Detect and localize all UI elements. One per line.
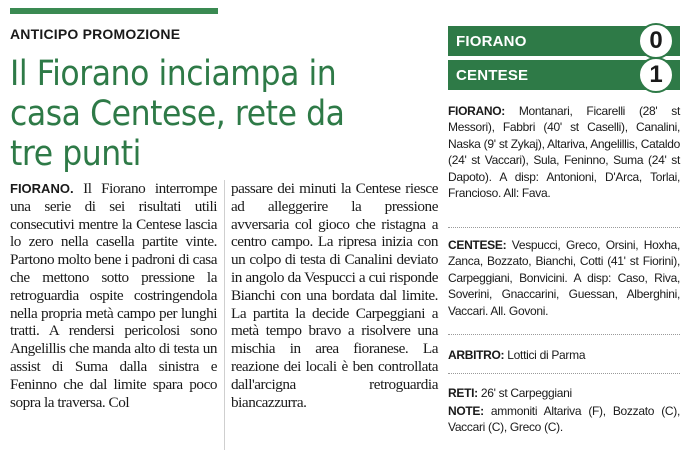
article-column-1 [10, 180, 217, 411]
notes-label: NOTE: [448, 404, 484, 418]
divider [448, 334, 680, 335]
away-team-name: CENTESE [456, 67, 529, 84]
home-team-row [448, 26, 680, 56]
goals-label: RETI: [448, 386, 478, 400]
scoreboard [448, 26, 680, 94]
away-lineup-text: Vespucci, Greco, Orsini, Hoxha, Zanca, Bozzato, Bianchi, Cotti (41' st Fiorini), Carpeggiani, Bonvicini. A disp: Caso, Riva, Soverini, Gnaccarini, Guessan, Alberghini, Vaccari. All. Govoni. [448, 238, 680, 318]
column-divider [224, 180, 225, 450]
referee-text: Lottici di Parma [504, 348, 586, 362]
home-lineup [448, 103, 680, 201]
home-team-score: 0 [638, 23, 674, 59]
goals [448, 385, 680, 401]
referee-label: ARBITRO: [448, 348, 505, 362]
home-team-name: FIORANO [456, 33, 527, 50]
goals-text: 26' st Carpeggiani [477, 386, 572, 400]
article-dateline: FIORANO. [10, 181, 74, 196]
divider [448, 227, 680, 228]
notes [448, 403, 680, 436]
article-text-2: passare dei minuti la Centese riesce ad alleggerire la pressione avversaria col gioco che ristagna a centro campo. La ripresa inizia con un colpo di testa di Canalini deviato in angolo da Vespucci a cui risponde Bianchi con una bordata dal limite. La partita la decide Carpeggiani a metà tempo bravo a risolvere una mischia in area fioranese. La reazione dei locali è ben controllata dall'arcigna retroguardia biancazzurra. [231, 180, 438, 411]
away-lineup [448, 237, 680, 319]
section-kicker: ANTICIPO PROMOZIONE [10, 26, 181, 42]
referee [448, 347, 680, 363]
article-text-1: Il Fiorano interrompe una serie di sei risultati utili consecutivi mentre la Centese lascia lo zero nella casella partite vinte. Partono molto bene i padroni di casa che mettono sotto pressione la retroguardia ospite costringendola nella propria metà campo per lunghi tratti. A rendersi pericolosi sono Angelillis che manda alto di testa un assist di Suma dalla sinistra e Feninno che dal limite spara poco sopra la traversa. Col [10, 180, 217, 411]
divider [448, 373, 680, 374]
away-team-score: 1 [638, 57, 674, 93]
away-team-row [448, 60, 680, 90]
away-lineup-label: CENTESE: [448, 238, 507, 252]
article-body [10, 180, 438, 455]
section-top-bar [10, 8, 218, 14]
home-lineup-label: FIORANO: [448, 104, 505, 118]
article-headline: Il Fiorano inciampa in casa Centese, rete da tre punti [10, 54, 345, 174]
article-column-2 [231, 180, 438, 411]
notes-text: ammoniti Altariva (F), Bozzato (C), Vaccari (C), Greco (C). [448, 404, 680, 435]
home-lineup-text: Montanari, Ficarelli (28' st Messori), Fabbri (40' st Caselli), Canalini, Naska (9' st Zykaj), Altariva, Angelillis, Cataldo (24' st Vaccari), Sula, Feninno, Suma (24' st Dapoto). A disp: Antonioni, D'Arca, Torlai, Francioso. All: Fava. [448, 104, 680, 201]
